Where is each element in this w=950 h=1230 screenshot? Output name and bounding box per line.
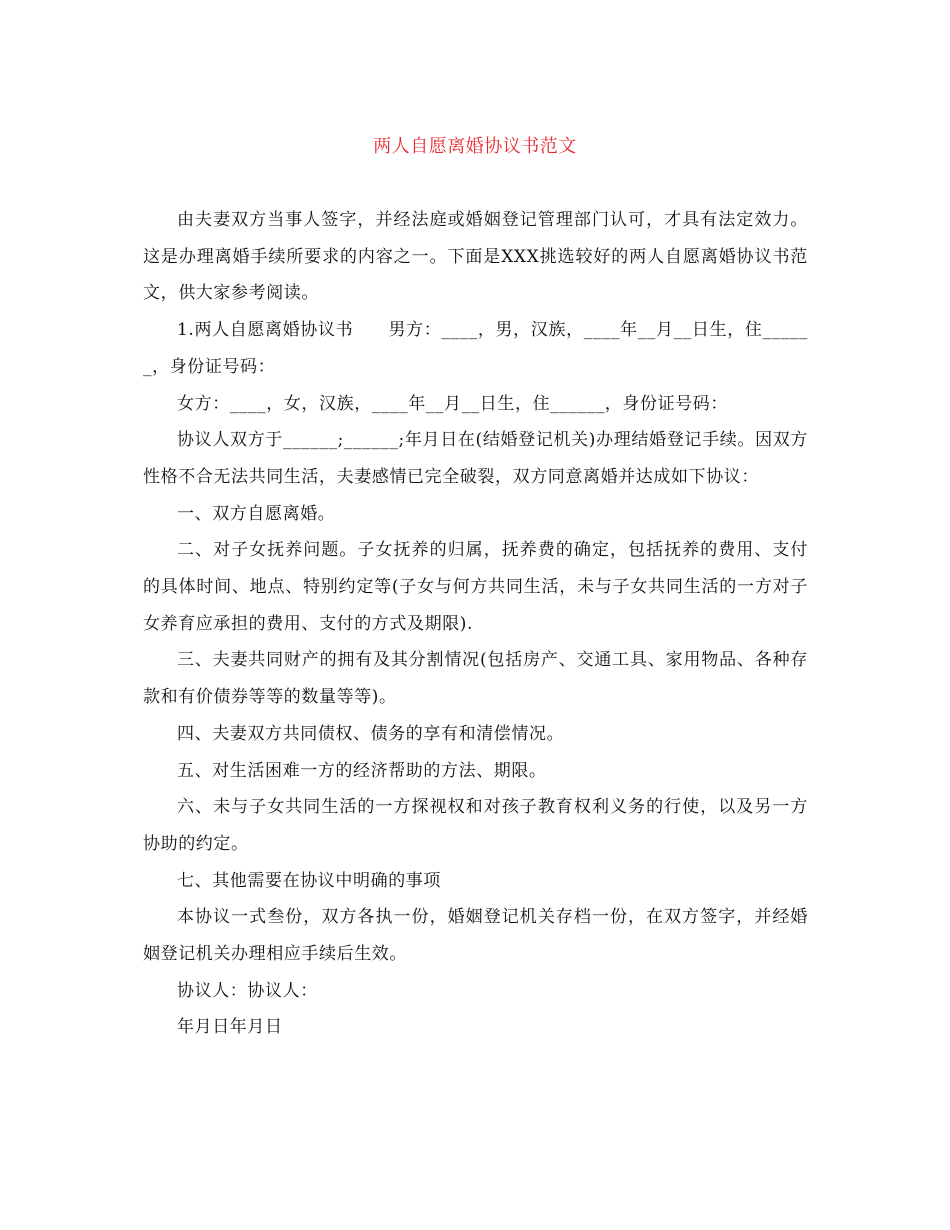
clause-7: 七、其他需要在协议中明确的事项 xyxy=(177,870,441,891)
paragraph-male-party: 1.两人自愿离婚协议书 男方：____，男，汉族，____年__月__日生，住______，身份证号码： xyxy=(143,320,808,377)
clause-2: 二、对子女抚养问题。子女抚养的归属，抚养费的确定，包括抚养的费用、支付的具体时间、地点、特别约定等(子女与何方共同生活，未与子女共同生活的一方对子女养育应承担的费用、支付的方式及期限). xyxy=(143,540,808,634)
document-title: 两人自愿离婚协议书范文 xyxy=(373,136,577,157)
paragraph-female-party: 女方：____，女，汉族，____年__月__日生，住______，身份证号码： xyxy=(177,393,728,414)
date-line: 年月日年月日 xyxy=(177,1017,283,1038)
clause-4: 四、夫妻双方共同债权、债务的享有和清偿情况。 xyxy=(177,723,565,744)
paragraph-agreement-preamble: 协议人双方于______;______;年月日在(结婚登记机关)办理结婚登记手续。因双方性格不合无法共同生活，夫妻感情已完全破裂，双方同意离婚并达成如下协议： xyxy=(143,430,808,487)
clause-5: 五、对生活困难一方的经济帮助的方法、期限。 xyxy=(177,760,547,781)
paragraph-intro: 由夫妻双方当事人签字，并经法庭或婚姻登记管理部门认可，才具有法定效力。这是办理离婚手续所要求的内容之一。下面是XXX挑选较好的两人自愿离婚协议书范文，供大家参考阅读。 xyxy=(143,210,808,304)
signature-line: 协议人：协议人： xyxy=(177,980,318,1001)
document-body xyxy=(143,202,808,1046)
clause-6: 六、未与子女共同生活的一方探视权和对孩子教育权利义务的行使，以及另一方协助的约定。 xyxy=(143,797,808,854)
clause-1: 一、双方自愿离婚。 xyxy=(177,503,336,524)
clause-3: 三、夫妻共同财产的拥有及其分割情况(包括房产、交通工具、家用物品、各种存款和有价债券等等的数量等等)。 xyxy=(143,650,808,708)
paragraph-validity: 本协议一式叁份，双方各执一份，婚姻登记机关存档一份，在双方签字，并经婚姻登记机关办理相应手续后生效。 xyxy=(143,907,808,965)
